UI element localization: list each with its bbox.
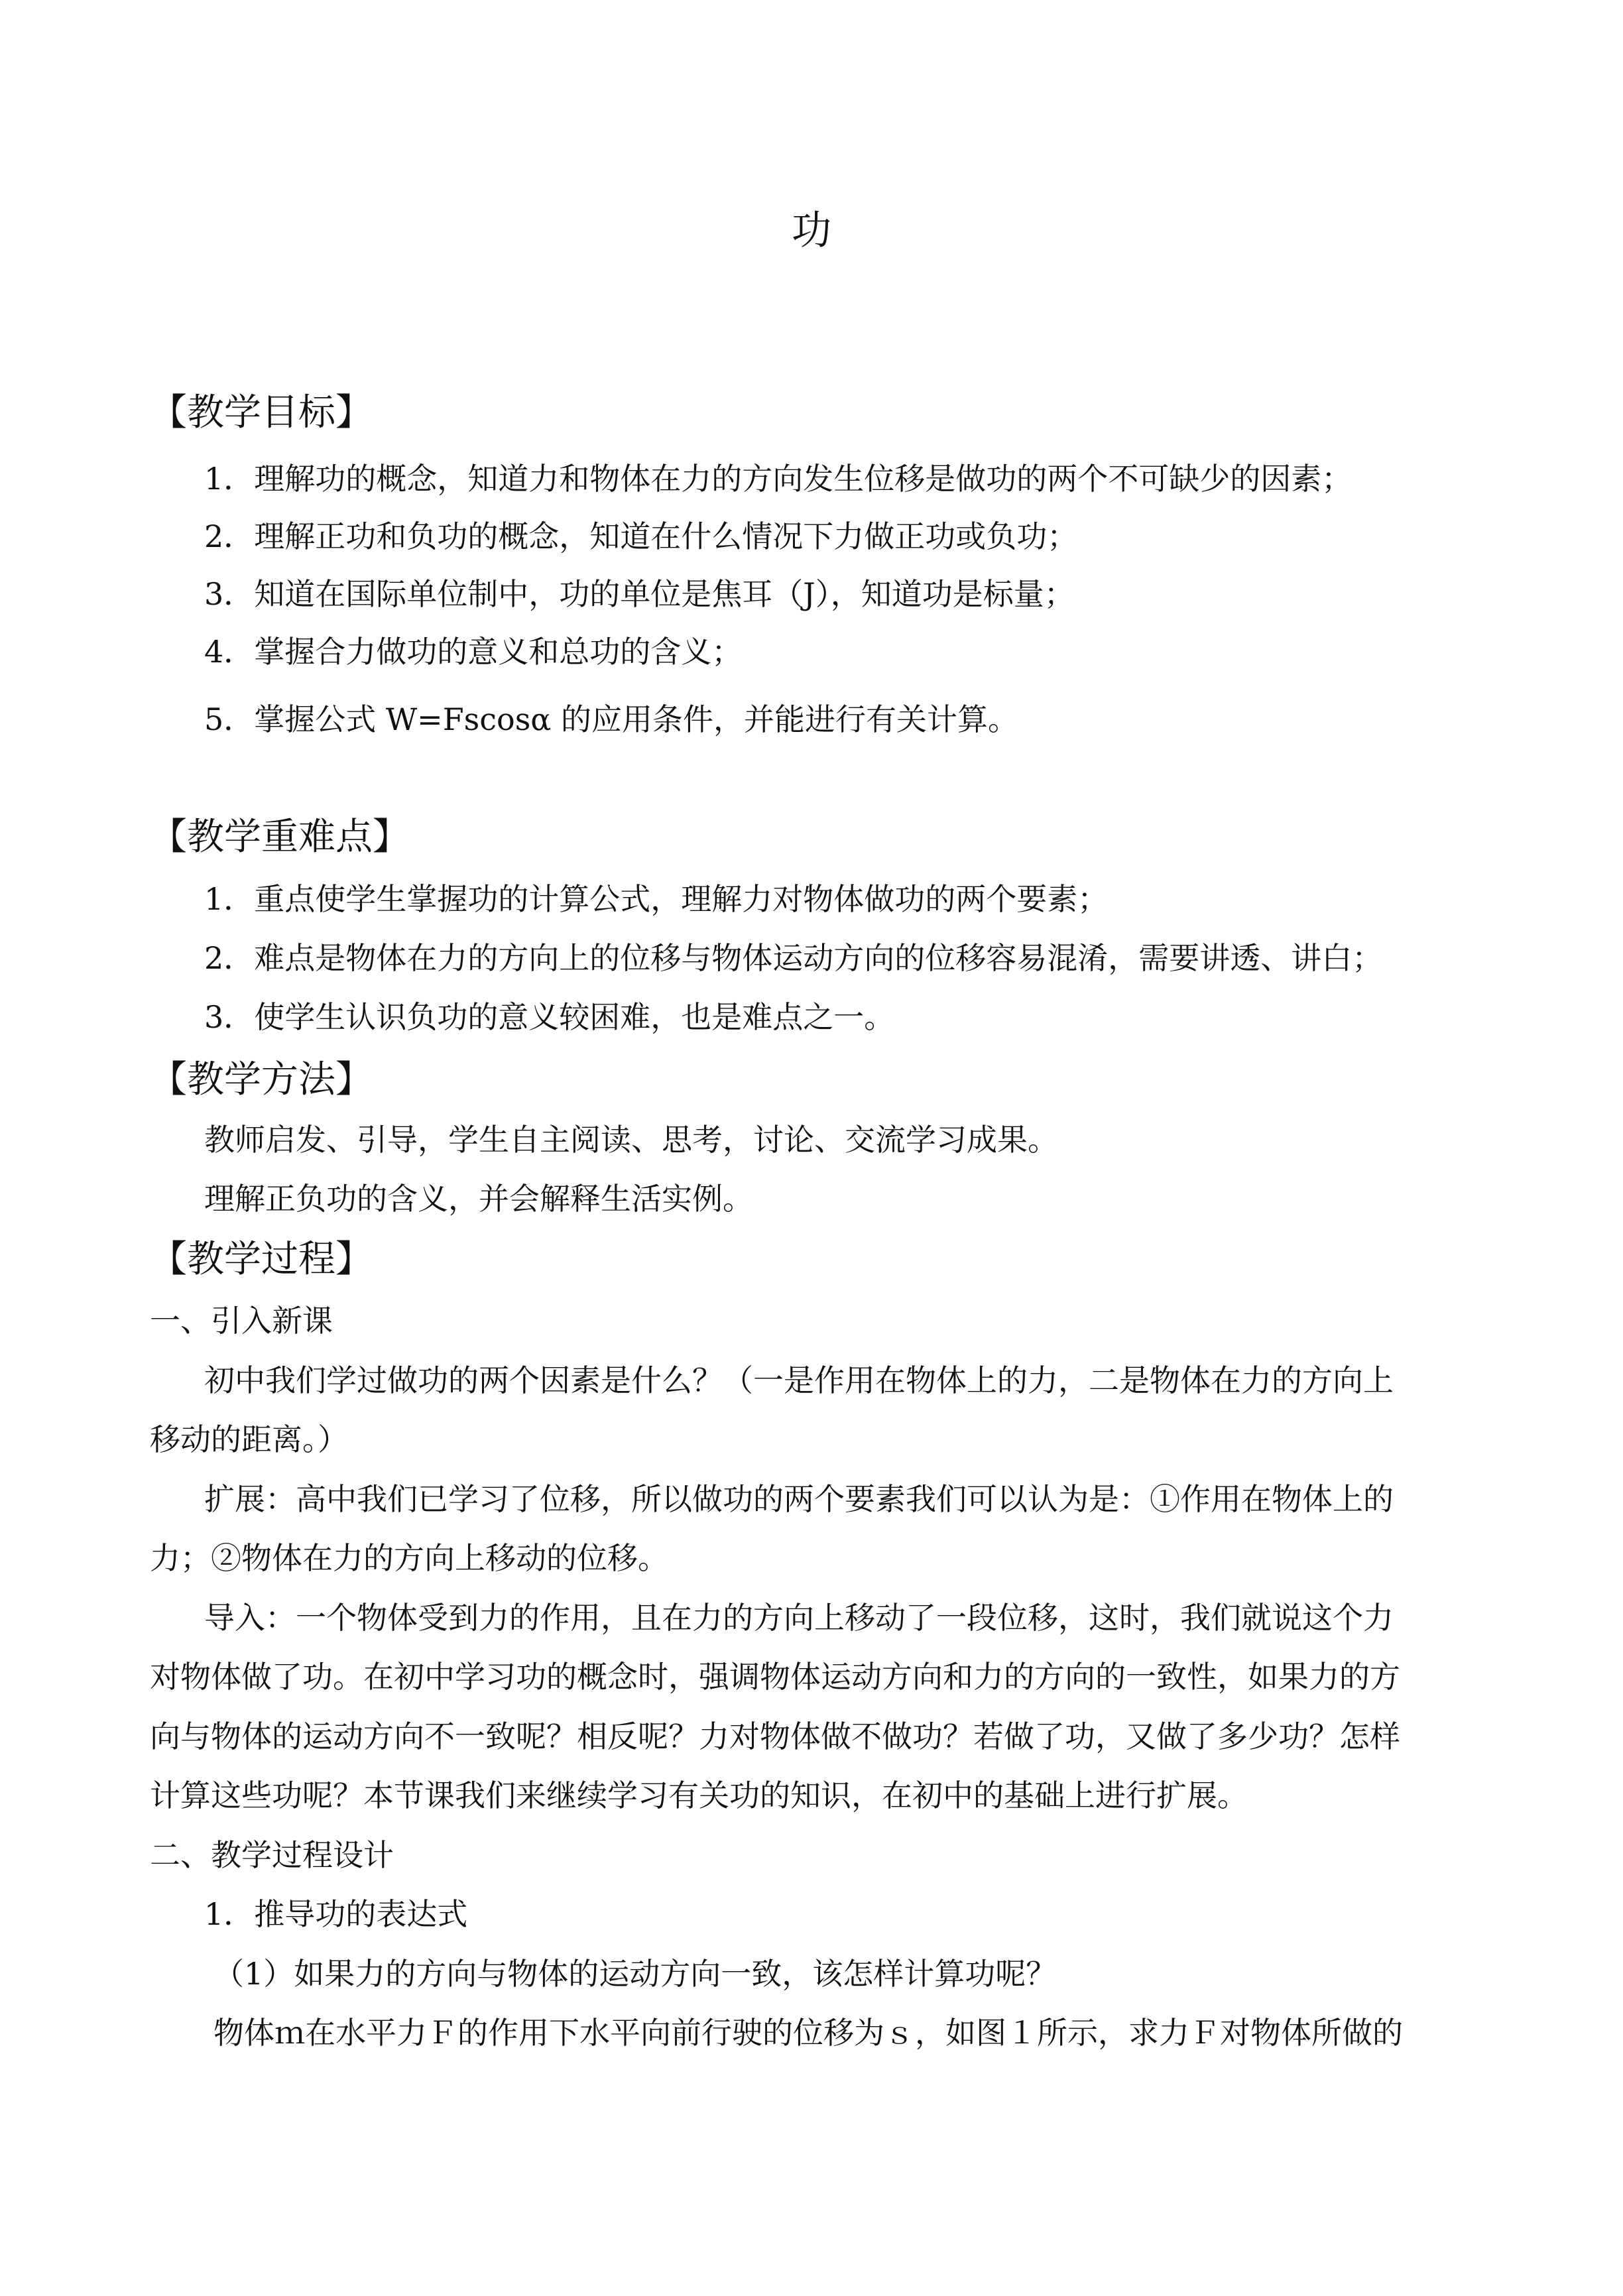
section1-title: 一、引入新课 [150,1303,333,1339]
section1-paragraph3-line4: 计算这些功呢？本节课我们来继续学习有关功的知识，在初中的基础上进行扩展。 [150,1778,1248,1813]
objective-item-3: 3．知道在国际单位制中，功的单位是焦耳（J），知道功是标量； [204,576,1075,612]
page-title: 功 [792,208,831,254]
objective-item-4: 4．掌握合力做功的意义和总功的含义； [204,634,743,670]
process-heading: 【教学过程】 [150,1238,373,1281]
section1-paragraph2-line1: 扩展：高中我们已学习了位移，所以做功的两个要素我们可以认为是：①作用在物体上的 [204,1481,1394,1517]
section1-paragraph3-line1: 导入：一个物体受到力的作用，且在力的方向上移动了一段位移，这时，我们就说这个力 [204,1600,1394,1636]
section2-title: 二、教学过程设计 [150,1837,394,1873]
section2-question1-text: 物体ｍ在水平力Ｆ的作用下水平向前行驶的位移为ｓ，如图１所示，求力Ｆ对物体所做的 [213,2015,1403,2051]
key-points-heading: 【教学重难点】 [150,816,410,859]
objectives-heading: 【教学目标】 [150,391,373,434]
section1-paragraph3-line3: 向与物体的运动方向不一致呢？相反呢？力对物体做不做功？若做了功，又做了多少功？怎样 [150,1719,1400,1754]
key-point-item-2: 2．难点是物体在力的方向上的位移与物体运动方向的位移容易混淆，需要讲透、讲白； [204,940,1383,976]
section2-sub1: 1．推导功的表达式 [204,1896,468,1932]
section2-question1: （1）如果力的方向与物体的运动方向一致，该怎样计算功呢？ [213,1956,1057,1992]
section1-paragraph1-line2: 移动的距离。） [150,1421,348,1457]
objective-item-2: 2．理解正功和负功的概念，知道在什么情况下力做正功或负功； [204,518,1078,554]
section1-paragraph3-line2: 对物体做了功。在初中学习功的概念时，强调物体运动方向和力的方向的一致性，如果力的方 [150,1659,1400,1695]
methods-heading: 【教学方法】 [150,1058,373,1101]
section1-paragraph1-line1: 初中我们学过做功的两个因素是什么？（一是作用在物体上的力，二是物体在力的方向上 [204,1362,1394,1398]
method-item-1: 教师启发、引导，学生自主阅读、思考，讨论、交流学习成果。 [204,1122,1058,1158]
section1-paragraph2-line2: 力；②物体在力的方向上移动的位移。 [150,1540,668,1576]
method-item-2: 理解正负功的含义，并会解释生活实例。 [204,1181,753,1217]
objective-item-5: 5．掌握公式 W=Fscosα 的应用条件，并能进行有关计算。 [204,701,1018,737]
objective-item-1: 1．理解功的概念，知道力和物体在力的方向发生位移是做功的两个不可缺少的因素； [204,461,1352,497]
key-point-item-3: 3．使学生认识负功的意义较困难，也是难点之一。 [204,999,895,1035]
key-point-item-1: 1．重点使学生掌握功的计算公式，理解力对物体做功的两个要素； [204,881,1109,917]
